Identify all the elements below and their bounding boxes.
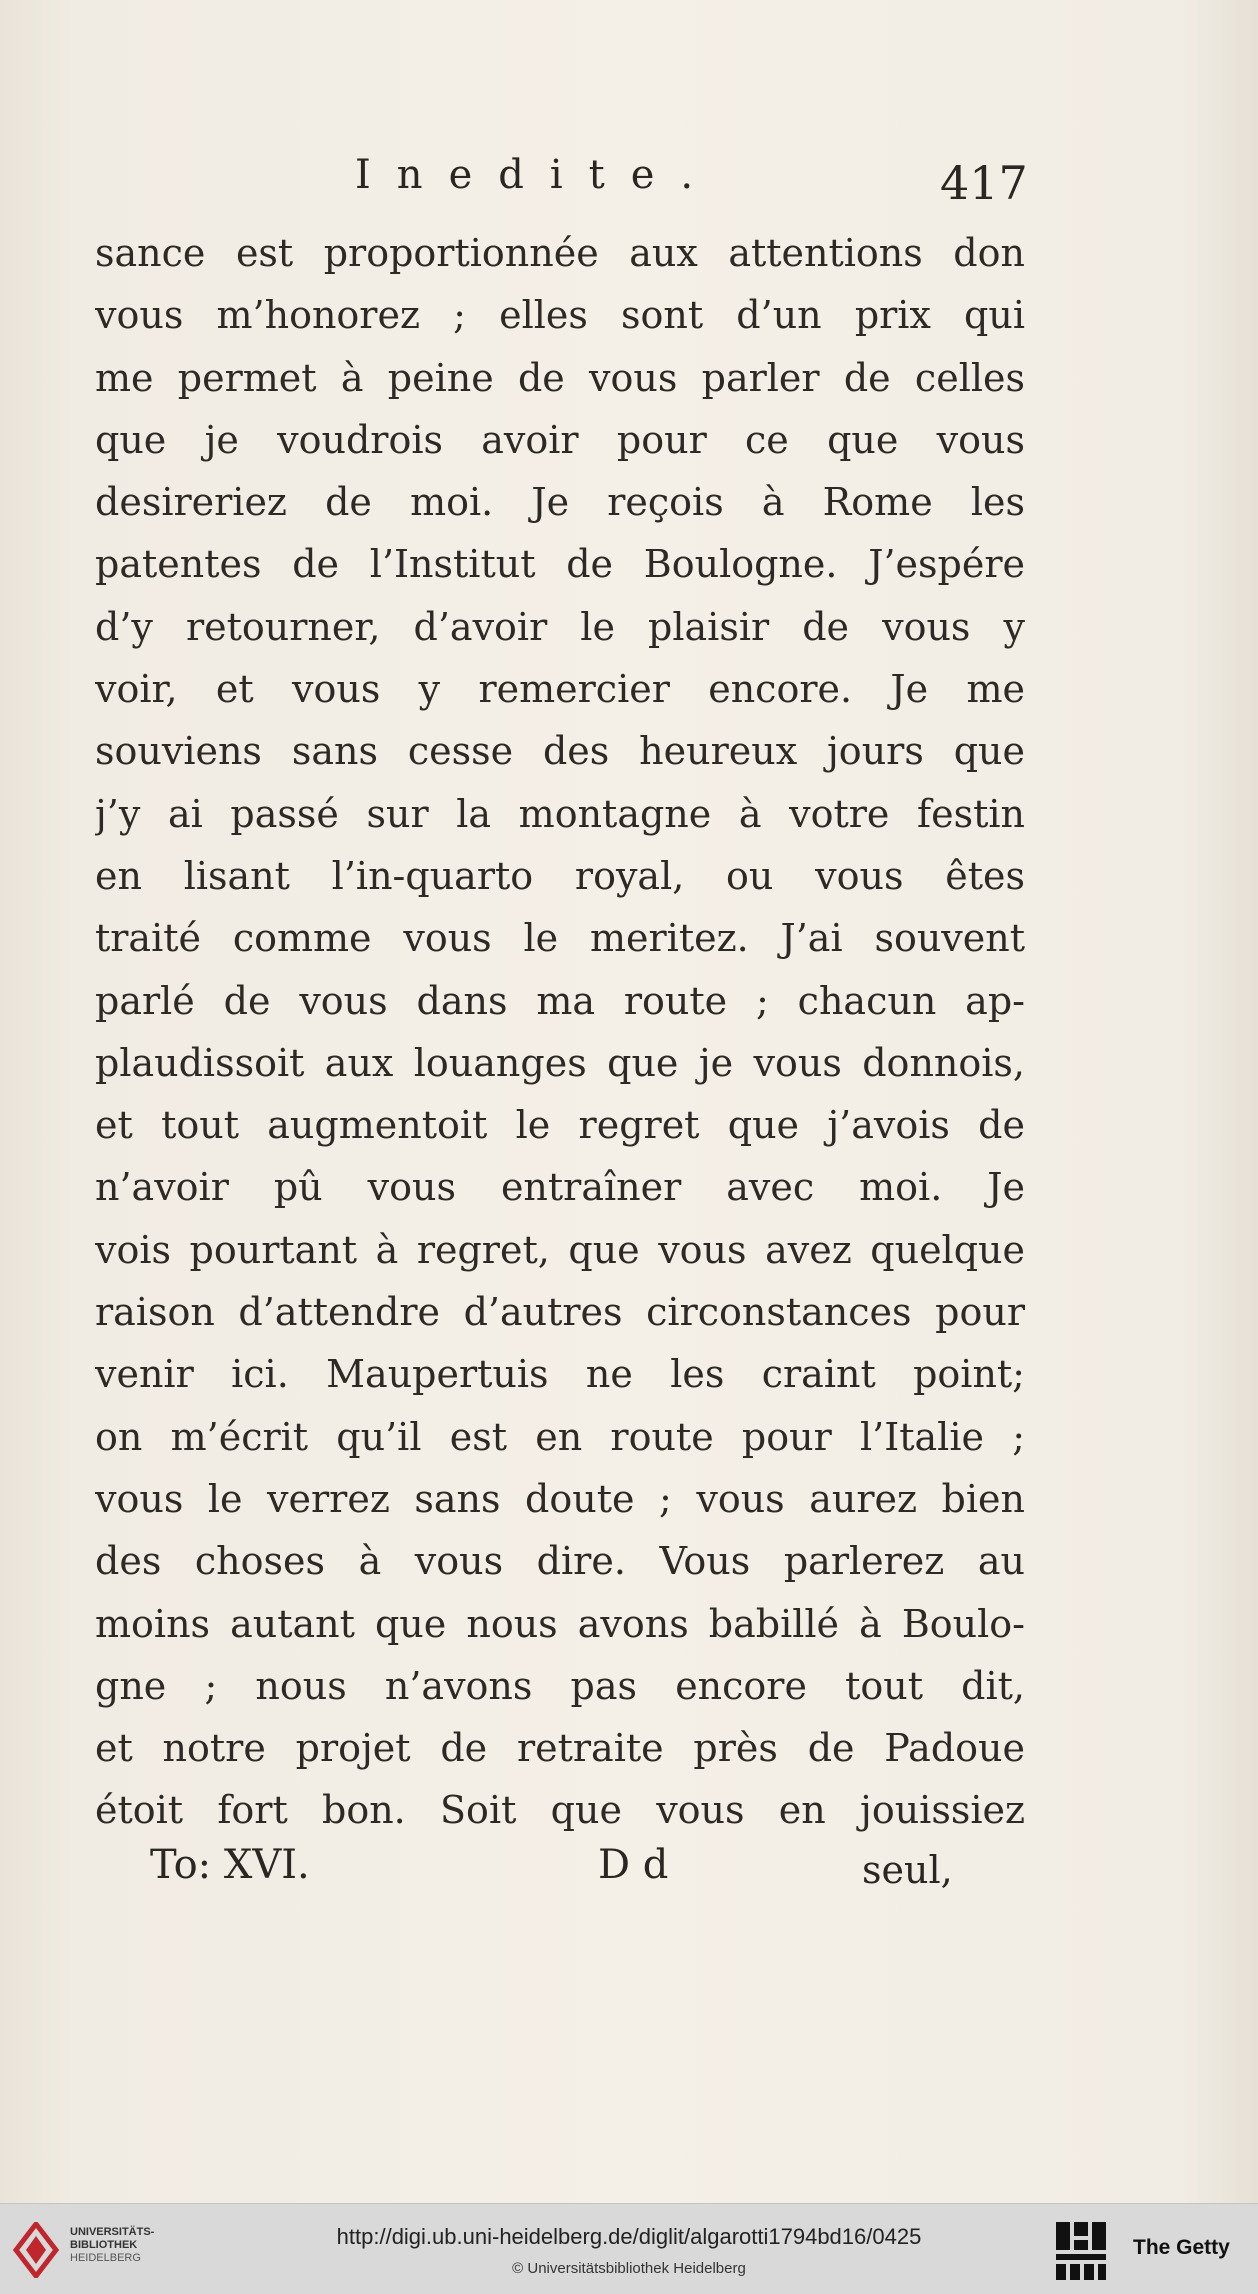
text-line: moins autant que nous avons babillé à Boulo- bbox=[95, 1601, 1025, 1646]
text-line: plaudissoit aux louanges que je vous donnois, bbox=[95, 1040, 1025, 1085]
text-line: vous m’honorez ; elles sont d’un prix qui bbox=[95, 293, 1025, 338]
text-line: j’y ai passé sur la montagne à votre festin bbox=[95, 791, 1025, 836]
partner-name[interactable]: The Getty bbox=[1133, 2236, 1230, 2259]
catchword: seul, bbox=[862, 1848, 953, 1892]
text-line: vous le verrez sans doute ; vous aurez bien bbox=[95, 1476, 1025, 1521]
volume-mark: To: XVI. bbox=[150, 1842, 310, 1888]
text-line: que je voudrois avoir pour ce que vous bbox=[95, 417, 1025, 462]
signature-mark: D d bbox=[598, 1842, 669, 1888]
text-line: parlé de vous dans ma route ; chacun ap- bbox=[95, 978, 1025, 1023]
text-line: en lisant l’in-quarto royal, ou vous êtes bbox=[95, 853, 1025, 898]
text-line: vois pourtant à regret, que vous avez quelque bbox=[95, 1227, 1025, 1272]
permalink-url[interactable]: http://digi.ub.uni-heidelberg.de/diglit/algarotti1794bd16/0425 bbox=[336, 2224, 922, 2249]
text-line: étoit fort bon. Soit que vous en jouissiez bbox=[95, 1788, 1025, 1833]
text-line: gne ; nous n’avons pas encore tout dit, bbox=[95, 1663, 1025, 1708]
running-head: Inedite. bbox=[355, 152, 720, 198]
text-line: et notre projet de retraite près de Padoue bbox=[95, 1726, 1025, 1771]
page-number: 417 bbox=[940, 156, 1028, 210]
text-line: des choses à vous dire. Vous parlerez au bbox=[95, 1539, 1025, 1584]
text-line: sance est proportionnée aux attentions don bbox=[95, 231, 1025, 275]
text-line: venir ici. Maupertuis ne les craint point; bbox=[95, 1352, 1025, 1397]
page-header bbox=[0, 152, 1258, 212]
copyright-notice: © Universitätsbibliothek Heidelberg bbox=[512, 2260, 746, 2277]
getty-logo-icon[interactable] bbox=[1054, 2220, 1110, 2282]
text-line: souviens sans cesse des heureux jours que bbox=[95, 729, 1025, 774]
text-line: me permet à peine de vous parler de celles bbox=[95, 355, 1025, 400]
library-name-line: UNIVERSITÄTS- bbox=[70, 2226, 155, 2238]
text-line: traité comme vous le meritez. J’ai souvent bbox=[95, 916, 1025, 961]
text-line: et tout augmentoit le regret que j’avois de bbox=[95, 1103, 1025, 1148]
text-line: d’y retourner, d’avoir le plaisir de vous y bbox=[95, 604, 1025, 649]
text-line: voir, et vous y remercier encore. Je me bbox=[95, 667, 1025, 712]
viewer-footer-bar bbox=[0, 2203, 1258, 2294]
page-footer bbox=[0, 1842, 1258, 1902]
text-line: patentes de l’Institut de Boulogne. J’espére bbox=[95, 542, 1025, 587]
text-line: desireriez de moi. Je reçois à Rome les bbox=[95, 480, 1025, 525]
text-line: on m’écrit qu’il est en route pour l’Italie ; bbox=[95, 1414, 1025, 1459]
body-text bbox=[95, 222, 1025, 1842]
text-line: n’avoir pû vous entraîner avec moi. Je bbox=[95, 1165, 1025, 1210]
library-name-line: BIBLIOTHEK bbox=[70, 2239, 138, 2251]
text-line: raison d’attendre d’autres circonstances pour bbox=[95, 1290, 1025, 1335]
library-name-line: HEIDELBERG bbox=[70, 2252, 141, 2264]
